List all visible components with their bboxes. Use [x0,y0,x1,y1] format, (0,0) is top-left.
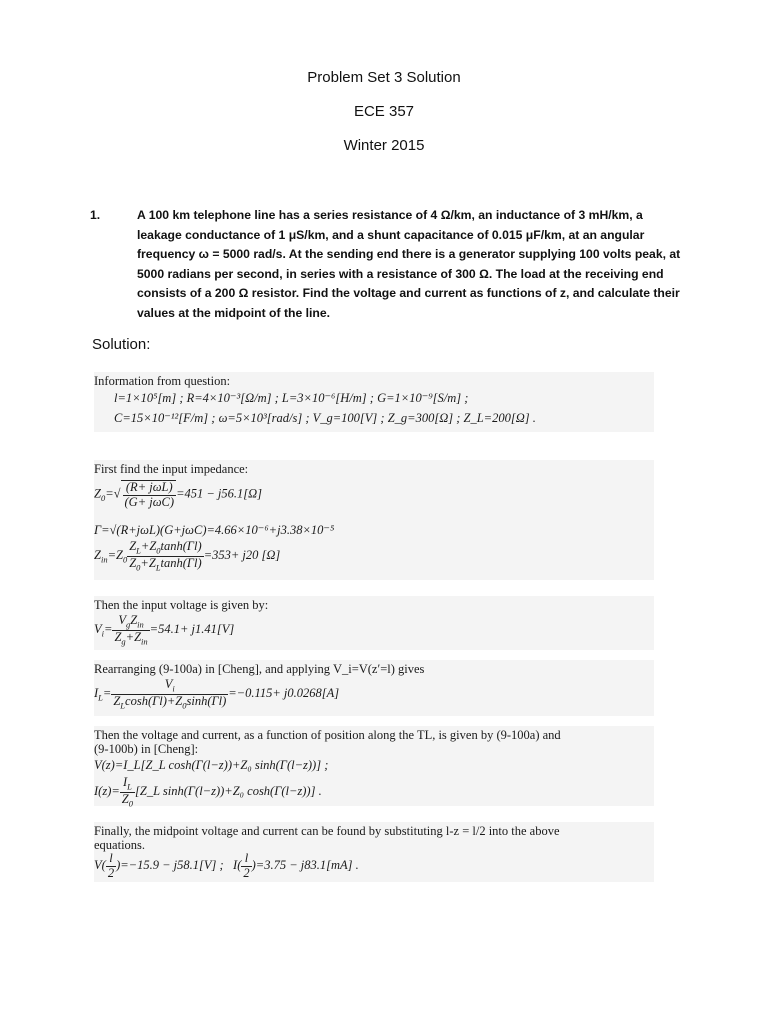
zin-result: =353+ j20 [Ω] [203,548,281,563]
info-block [94,372,654,432]
zin-equation: $Z_{in}=Z_0$ $\frac{Z_L+Z_0\tanh(\Gamma l)}{Z_0+Z_L\tanh(\Gamma l)}$ =353+ j20 [Ω] [94,539,281,573]
solution-heading: Solution: [92,336,151,353]
iz-equation: I(z)= $\frac{I_L}{Z_0}$ [Z_L sinh(Γ(l−z))+Z₀ cosh(Γ(l−z))] . [94,775,322,809]
midpoint-v-result: )=−15.9 − j58.1[V] ; [116,858,224,873]
functions-heading-2: (9-100b) in [Cheng]: [94,742,199,756]
midpoint-equations: V( $\frac{l}{2}$ )=−15.9 − j58.1[V] ; I( $\frac{l}{2}$ )=3.75 − j83.1[mA] . [94,851,359,880]
problem-text: A 100 km telephone line has a series resistance of 4 Ω/km, an inductance of 3 mH/km, a leakage conductance of 1 μS/km, and a shunt capacitance of 0.015 μF/km, at an angular frequency ω = 5000 rad/s. At the sending end there is a generator supplying 100 volts peak, at 5000 radians per second, in series with a resistance of 300 Ω. The load at the receiving end consists of a 200 Ω resistor. Find the voltage and current as functions of z, and calculate their values at the midpoint of the line. [137,208,681,320]
iz-rest: [Z_L sinh(Γ(l−z))+Z₀ cosh(Γ(l−z))] . [135,784,322,799]
document-header [0,70,768,172]
info-line-2: C=15×10⁻¹²[F/m] ; ω=5×10³[rad/s] ; V_g=100[V] ; Z_g=300[Ω] ; Z_L=200[Ω] . [114,411,536,425]
vz-equation: V(z)=I_L[Z_L cosh(Γ(l−z))+Z₀ sinh(Γ(l−z))] ; [94,758,329,772]
il-equation: $I_L=$ $\frac{V_i}{Z_L\cosh(\Gamma l)+Z_0\sinh(\Gamma l)}$ =−0.115+ j0.0268[A] [94,677,340,711]
current-block [94,660,654,716]
term: Winter 2015 [343,137,425,154]
midpoint-block [94,822,654,882]
current-heading: Rearranging (9-100a) in [Cheng], and applying V_i=V(z′=l) gives [94,662,425,676]
z0-equation: $Z_0=√$ $\frac{\text{(R+ jωL)}}{\text{(G+ jωC)}}$ =451 − j56.1[Ω] [94,480,263,509]
il-result: =−0.115+ j0.0268[A] [228,686,340,701]
functions-heading-1: Then the voltage and current, as a function of position along the TL, is given by (9-100a) and [94,728,561,742]
problem-number: 1. [90,208,101,222]
problem-statement [90,206,690,324]
info-line-1: l=1×10⁵[m] ; R=4×10⁻³[Ω/m] ; L=3×10⁻⁶[H/m] ; G=1×10⁻⁹[S/m] ; [114,391,469,405]
voltage-block [94,596,654,650]
z0-result: =451 − j56.1[Ω] [176,486,263,501]
impedance-heading: First find the input impedance: [94,462,249,476]
gamma-equation: Γ=√(R+jωL)(G+jωC)=4.66×10⁻⁶+j3.38×10⁻⁵ [94,523,335,537]
impedance-block [94,460,654,580]
course-code: ECE 357 [353,103,415,120]
document-title: Problem Set 3 Solution [307,69,461,86]
voltage-heading: Then the input voltage is given by: [94,598,269,612]
midpoint-i-result: )=3.75 − j83.1[mA] . [251,858,359,873]
info-heading: Information from question: [94,374,231,388]
midpoint-heading-2: equations. [94,838,146,852]
midpoint-heading-1: Finally, the midpoint voltage and current can be found by substituting l-z = l/2 into the above [94,824,560,838]
functions-block [94,726,654,809]
vi-result: =54.1+ j1.41[V] [149,622,235,637]
vi-equation: $V_i=$ $\frac{V_gZ_{in}}{Z_g+Z_{in}}$ =54.1+ j1.41[V] [94,613,235,647]
